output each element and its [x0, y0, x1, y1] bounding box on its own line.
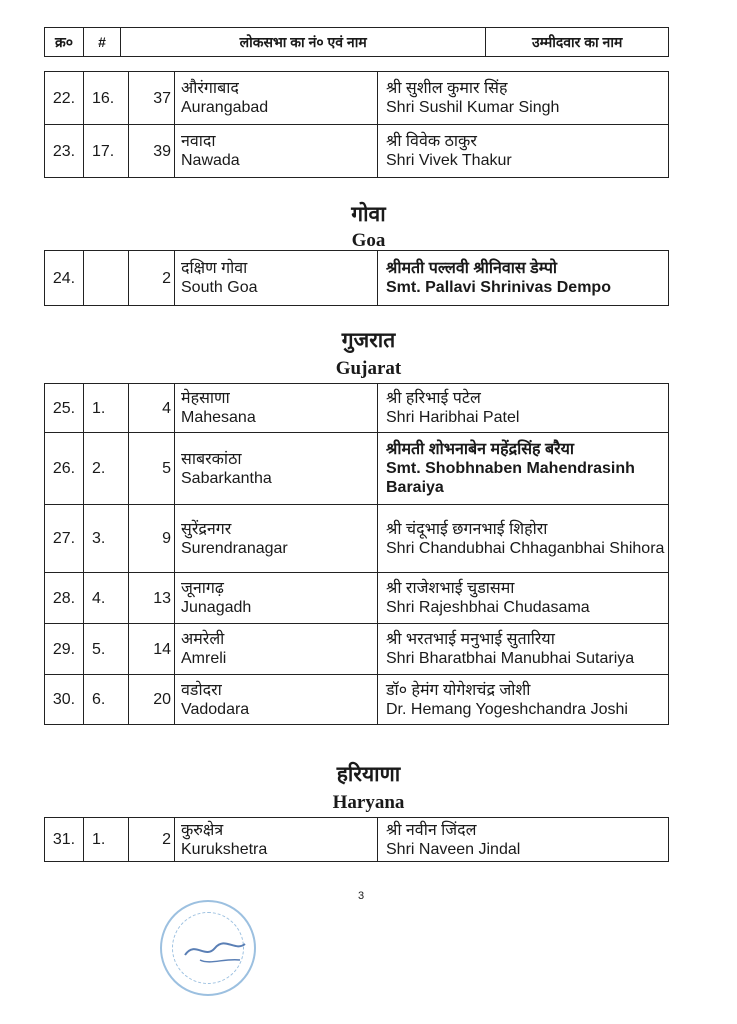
num-cell: 16. [84, 72, 129, 125]
constituency-no-cell: 20 [129, 675, 175, 725]
sr-cell: 29. [45, 624, 84, 675]
num-cell: 6. [84, 675, 129, 725]
candidate-english: Shri Vivek Thakur [386, 152, 512, 169]
candidate-hindi: श्री विवेक ठाकुर [386, 133, 477, 150]
bihar-table [44, 71, 669, 178]
constituency-english: Amreli [181, 650, 227, 667]
section-title-hindi: गोवा [351, 202, 386, 226]
candidate-english: Smt. Pallavi Shrinivas Dempo [386, 279, 611, 296]
constituency-hindi: नवादा [181, 133, 216, 150]
sr-cell: 23. [45, 125, 84, 178]
table-row [45, 505, 669, 573]
table-row [45, 624, 669, 675]
sr-cell: 28. [45, 573, 84, 624]
constituency-cell [175, 72, 378, 125]
table-row [45, 125, 669, 178]
candidate-hindi: श्रीमती पल्लवी श्रीनिवास डेम्पो [386, 260, 558, 277]
sr-cell: 24. [45, 251, 84, 306]
header-constituency: लोकसभा का नं० एवं नाम [121, 28, 486, 57]
candidate-cell [378, 675, 669, 725]
candidate-english: Shri Haribhai Patel [386, 409, 520, 426]
constituency-english: Junagadh [181, 599, 252, 616]
sr-cell: 22. [45, 72, 84, 125]
candidate-cell [378, 624, 669, 675]
candidate-cell [378, 72, 669, 125]
sr-cell: 30. [45, 675, 84, 725]
constituency-no-cell: 2 [129, 251, 175, 306]
candidate-english: Shri Bharatbhai Manubhai Sutariya [386, 650, 635, 667]
constituency-english: Mahesana [181, 409, 256, 426]
constituency-hindi: अमरेली [181, 631, 225, 648]
goa-table [44, 250, 669, 306]
num-cell: 17. [84, 125, 129, 178]
num-cell: 1. [84, 384, 129, 433]
candidate-hindi: डॉ० हेमंग योगेशचंद्र जोशी [386, 681, 531, 699]
header-table [44, 27, 669, 57]
constituency-cell [175, 675, 378, 725]
constituency-english: Vadodara [181, 700, 250, 718]
haryana-table [44, 817, 669, 862]
constituency-no-cell: 9 [129, 505, 175, 573]
section-title-hindi: गुजरात [341, 328, 396, 352]
candidate-hindi: श्री हरिभाई पटेल [386, 390, 481, 407]
constituency-no-cell: 4 [129, 384, 175, 433]
constituency-hindi: औरंगाबाद [181, 80, 239, 97]
section-title-hindi: हरियाणा [336, 762, 401, 786]
constituency-no-cell: 37 [129, 72, 175, 125]
candidate-cell [378, 573, 669, 624]
num-cell: 5. [84, 624, 129, 675]
table-row [45, 72, 669, 125]
section-title-english: Haryana [332, 792, 405, 813]
candidate-cell [378, 433, 669, 505]
candidate-hindi: श्री नवीन जिंदल [386, 821, 477, 839]
constituency-no-cell: 5 [129, 433, 175, 505]
constituency-hindi: जूनागढ़ [181, 580, 224, 597]
constituency-english: South Goa [181, 279, 258, 296]
constituency-cell [175, 573, 378, 624]
sr-cell: 31. [45, 818, 84, 862]
constituency-no-cell: 2 [129, 818, 175, 862]
candidate-hindi: श्री सुशील कुमार सिंह [386, 80, 508, 97]
candidate-cell [378, 818, 669, 862]
candidate-hindi: श्रीमती शोभनाबेन महेंद्रसिंह बरैया [386, 441, 575, 458]
header-row [45, 28, 669, 57]
constituency-english: Kurukshetra [181, 840, 268, 858]
header-sr: क्र० [45, 28, 84, 57]
num-cell: 4. [84, 573, 129, 624]
constituency-hindi: कुरुक्षेत्र [181, 821, 224, 839]
num-cell [84, 251, 129, 306]
constituency-hindi: मेहसाणा [181, 390, 230, 407]
candidate-cell [378, 505, 669, 573]
candidate-cell [378, 125, 669, 178]
constituency-hindi: वडोदरा [181, 681, 222, 699]
num-cell: 3. [84, 505, 129, 573]
gujarat-table [44, 383, 669, 725]
candidate-hindi: श्री राजेशभाई चुडासमा [386, 580, 515, 597]
constituency-cell [175, 433, 378, 505]
sr-cell: 26. [45, 433, 84, 505]
constituency-english: Nawada [181, 152, 240, 169]
candidate-cell [378, 251, 669, 306]
candidate-hindi: श्री भरतभाई मनुभाई सुतारिया [386, 631, 555, 648]
constituency-no-cell: 13 [129, 573, 175, 624]
header-candidate: उम्मीदवार का नाम [486, 28, 669, 57]
candidate-english: Smt. Shobhnaben Mahendrasinh Baraiya [386, 460, 635, 496]
table-row [45, 573, 669, 624]
candidate-hindi: श्री चंदूभाई छगनभाई शिहोरा [386, 520, 548, 538]
constituency-cell [175, 818, 378, 862]
table-row [45, 433, 669, 505]
constituency-cell [175, 624, 378, 675]
table-row [45, 675, 669, 725]
signature-mark [180, 930, 250, 970]
constituency-english: Surendranagar [181, 539, 288, 557]
candidate-english: Shri Sushil Kumar Singh [386, 99, 560, 116]
page-number: 3 [358, 890, 365, 902]
constituency-english: Aurangabad [181, 99, 269, 116]
table-row [45, 251, 669, 306]
candidate-english: Dr. Hemang Yogeshchandra Joshi [386, 700, 628, 718]
constituency-cell [175, 505, 378, 573]
sr-cell: 25. [45, 384, 84, 433]
candidate-english: Shri Naveen Jindal [386, 840, 521, 858]
constituency-cell [175, 125, 378, 178]
constituency-hindi: साबरकांठा [181, 450, 242, 468]
candidate-cell [378, 384, 669, 433]
num-cell: 1. [84, 818, 129, 862]
constituency-cell [175, 384, 378, 433]
constituency-english: Sabarkantha [181, 469, 272, 487]
section-title-english: Gujarat [335, 358, 402, 379]
num-cell: 2. [84, 433, 129, 505]
sr-cell: 27. [45, 505, 84, 573]
header-num: # [84, 28, 121, 57]
section-title-english: Goa [351, 230, 386, 251]
constituency-hindi: दक्षिण गोवा [181, 260, 248, 277]
constituency-cell [175, 251, 378, 306]
candidate-english: Shri Rajeshbhai Chudasama [386, 599, 590, 616]
constituency-no-cell: 39 [129, 125, 175, 178]
table-row [45, 384, 669, 433]
constituency-no-cell: 14 [129, 624, 175, 675]
constituency-hindi: सुरेंद्रनगर [181, 520, 232, 538]
candidate-english: Shri Chandubhai Chhaganbhai Shihora [386, 539, 665, 557]
table-row [45, 818, 669, 862]
